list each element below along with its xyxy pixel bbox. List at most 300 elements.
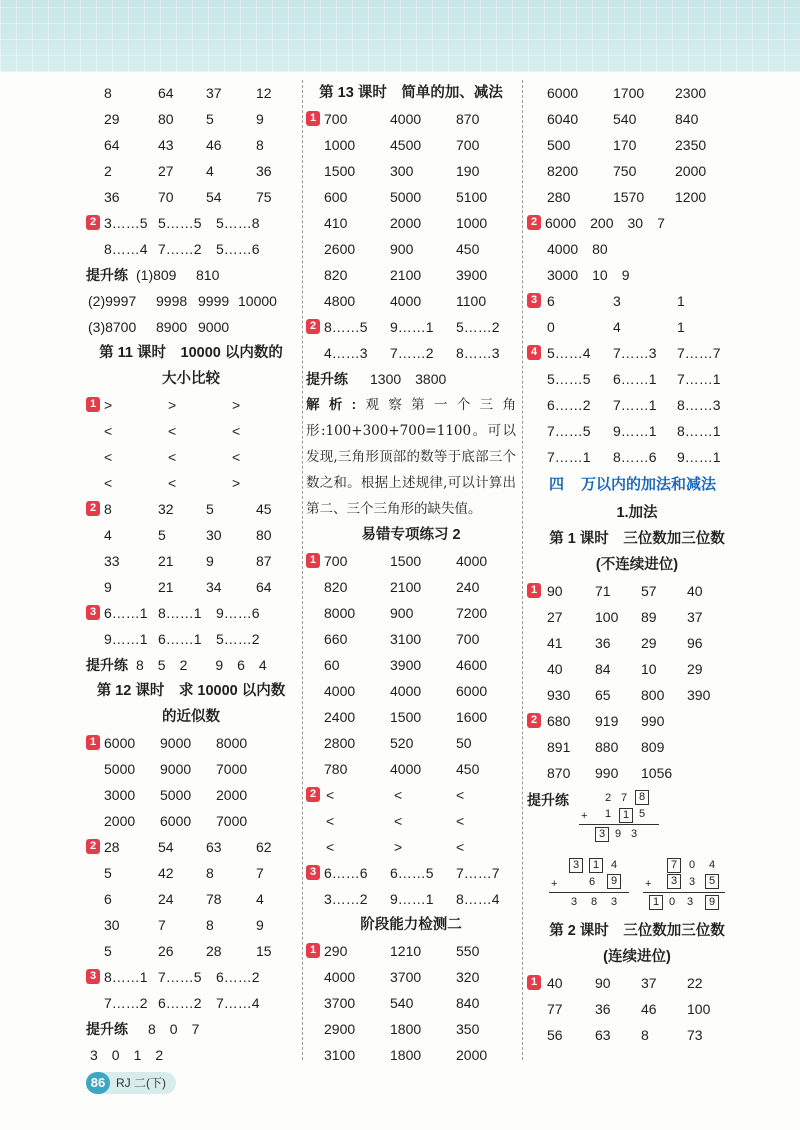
answer-value: 24 <box>158 891 174 907</box>
answer-value: 9……1 <box>104 631 148 647</box>
answer-value: 12 <box>256 85 272 101</box>
answer-value: < <box>104 475 113 491</box>
answer-row <box>86 80 296 106</box>
boxed-digit: 1 <box>649 895 663 910</box>
answer-value: 37 <box>641 975 657 991</box>
answer-value: 8……1 <box>104 969 148 985</box>
answer-row <box>527 630 747 656</box>
answer-value: 5 <box>206 501 214 517</box>
boxed-digit: 7 <box>667 858 681 873</box>
answer-row <box>527 158 747 184</box>
answer-row <box>86 522 296 548</box>
question-badge: 1 <box>306 553 320 568</box>
boxed-digit: 3 <box>569 858 583 873</box>
question-badge: 3 <box>86 605 100 620</box>
answer-value: 80 <box>256 527 272 543</box>
answer-value: 540 <box>613 111 637 127</box>
answer-value: 9……1 <box>677 449 721 465</box>
answer-value: 6000 <box>456 683 488 699</box>
answer-value: 2000 <box>456 1047 488 1063</box>
boxed-digit: 9 <box>705 895 719 910</box>
answer-value: 1570 <box>613 189 645 205</box>
answer-value: 2000 <box>390 215 422 231</box>
answer-value: 71 <box>595 583 611 599</box>
answer-value: 8……1 <box>158 605 202 621</box>
answer-row <box>86 938 296 964</box>
answer-value: 5 <box>104 943 112 959</box>
answer-value: 0 <box>669 896 676 908</box>
answer-value: 450 <box>456 761 480 777</box>
answer-value: 10000 <box>238 293 277 309</box>
answer-row <box>527 418 747 444</box>
answer-value: 46 <box>641 1001 657 1017</box>
answer-value: 8000 <box>324 605 356 621</box>
answer-value: 700 <box>324 553 348 569</box>
answer-value: 5……4 <box>547 345 591 361</box>
answer-value: 60 <box>324 657 340 673</box>
answer-value: 8……6 <box>613 449 657 465</box>
answer-value: 7……2 <box>158 241 202 257</box>
answer-value: 0 <box>547 319 555 335</box>
answer-value: 2000 <box>216 787 248 803</box>
answer-value: 8……3 <box>677 397 721 413</box>
answer-value: 3100 <box>324 1047 356 1063</box>
answer-row <box>86 470 296 496</box>
answer-row <box>86 418 296 444</box>
answer-row <box>86 912 296 938</box>
answer-row <box>527 708 747 734</box>
unit-heading <box>527 470 747 500</box>
answer-row <box>86 392 296 418</box>
answer-value: 65 <box>595 687 611 703</box>
answer-value: 8……1 <box>677 423 721 439</box>
answer-value: 810 <box>196 267 220 283</box>
answer-value: > <box>232 397 241 413</box>
answer-row <box>306 782 516 808</box>
answer-value: 8 <box>206 917 214 933</box>
answer-value: < <box>326 787 335 803</box>
answer-value: 9000 <box>198 319 230 335</box>
answer-value: 1 <box>605 808 612 820</box>
answer-value: 100 <box>687 1001 711 1017</box>
answer-value: 6……5 <box>390 865 434 881</box>
answer-value: 8 <box>104 501 112 517</box>
answer-value: + <box>645 878 652 890</box>
answer-value: 3 <box>689 876 696 888</box>
answer-value: 2600 <box>324 241 356 257</box>
answer-value: 75 <box>256 189 272 205</box>
answer-row <box>306 964 516 990</box>
answer-row <box>86 808 296 834</box>
answer-value: 680 <box>547 713 571 729</box>
page-number: 86 <box>86 1072 110 1094</box>
question-badge: 1 <box>527 583 541 598</box>
answer-value: 1000 <box>456 215 488 231</box>
answer-value: 240 <box>456 579 480 595</box>
answer-value: 900 <box>390 605 414 621</box>
answer-row <box>86 652 296 678</box>
answer-value: 8……5 <box>324 319 368 335</box>
subsection-title: 1.加法 <box>616 505 658 521</box>
answer-value: 7……2 <box>104 995 148 1011</box>
answer-value: 7……1 <box>677 371 721 387</box>
answer-row <box>306 626 516 652</box>
answer-row <box>306 236 516 262</box>
question-badge: 2 <box>86 501 100 516</box>
answer-value: 820 <box>324 267 348 283</box>
question-badge: 2 <box>306 787 320 802</box>
answer-row <box>306 366 516 392</box>
answer-value: 1700 <box>613 85 645 101</box>
answer-value: 840 <box>456 995 480 1011</box>
answer-value: 2900 <box>324 1021 356 1037</box>
answer-value: 26 <box>158 943 174 959</box>
answer-value: 21 <box>158 553 174 569</box>
answer-value: 40 <box>547 661 563 677</box>
answer-row <box>86 574 296 600</box>
answer-value: 5000 <box>390 189 422 205</box>
answer-value: < <box>326 813 335 829</box>
answer-value: 900 <box>390 241 414 257</box>
question-badge: 2 <box>306 319 320 334</box>
answer-row <box>86 288 296 314</box>
answer-value: 6……1 <box>104 605 148 621</box>
answer-row <box>306 1042 516 1068</box>
answer-value: < <box>104 449 113 465</box>
answer-value: 8900 <box>156 319 188 335</box>
header-banner <box>0 0 800 72</box>
answer-value: 3000 10 9 <box>547 267 630 283</box>
answer-value: 2 <box>104 163 112 179</box>
answer-value: 6 <box>547 293 555 309</box>
answer-value: 34 <box>206 579 222 595</box>
tisheng-label: 提升练 <box>86 1021 128 1037</box>
answer-value: 2100 <box>390 579 422 595</box>
answer-value: 5……2 <box>456 319 500 335</box>
answer-value: 4800 <box>324 293 356 309</box>
answer-value: 6 <box>104 891 112 907</box>
answer-row <box>527 604 747 630</box>
answer-row <box>527 340 747 366</box>
answer-value: < <box>232 449 241 465</box>
answer-row <box>527 444 747 470</box>
answer-row <box>306 756 516 782</box>
answer-value: 33 <box>104 553 120 569</box>
answer-value: 57 <box>641 583 657 599</box>
answer-value: 700 <box>456 631 480 647</box>
answer-value: 9 <box>256 111 264 127</box>
answer-value: 4 <box>206 163 214 179</box>
answer-value: < <box>394 813 403 829</box>
answer-row <box>86 210 296 236</box>
answer-value: 89 <box>641 609 657 625</box>
answer-value: 100 <box>595 609 619 625</box>
answer-row <box>527 236 747 262</box>
answer-row <box>86 132 296 158</box>
answer-row <box>527 262 747 288</box>
vertical-calc-1 <box>527 786 747 844</box>
answer-value: 8000 <box>216 735 248 751</box>
answer-value: 1000 <box>324 137 356 153</box>
answer-value: 9000 <box>160 735 192 751</box>
answer-value: 4 <box>104 527 112 543</box>
answer-value: 3 <box>631 828 638 840</box>
answer-value: 3900 <box>456 267 488 283</box>
answer-value: 870 <box>547 765 571 781</box>
answer-row <box>306 210 516 236</box>
answer-row <box>86 990 296 1016</box>
lesson-title: 第 11 课时 10000 以内数的 <box>99 345 283 361</box>
question-badge: 4 <box>527 345 541 360</box>
answer-value: 550 <box>456 943 480 959</box>
answer-value: 500 <box>547 137 571 153</box>
answer-value: 62 <box>256 839 272 855</box>
rows-block <box>86 80 296 210</box>
answer-value: 22 <box>687 975 703 991</box>
answer-row <box>86 600 296 626</box>
answer-value: 290 <box>324 943 348 959</box>
answer-row <box>527 734 747 760</box>
answer-value: 780 <box>324 761 348 777</box>
answer-value: 50 <box>456 735 472 751</box>
answer-value: 2800 <box>324 735 356 751</box>
answer-value: 3000 <box>104 787 136 803</box>
answer-value: 4500 <box>390 137 422 153</box>
answer-value: 6……2 <box>216 969 260 985</box>
answer-value: 1500 <box>324 163 356 179</box>
answer-value: 64 <box>104 137 120 153</box>
answer-value: 29 <box>687 661 703 677</box>
answer-value: 0 <box>689 859 696 871</box>
answer-value: 87 <box>256 553 272 569</box>
answer-value: 8 <box>256 137 264 153</box>
answer-value: 29 <box>104 111 120 127</box>
answer-value <box>579 824 659 825</box>
answer-value: 5 <box>158 527 166 543</box>
answer-value: < <box>168 423 177 439</box>
answer-value: 6……2 <box>547 397 591 413</box>
answer-row <box>527 656 747 682</box>
lesson-title: 的近似数 <box>162 709 220 725</box>
boxed-digit: 9 <box>607 874 621 889</box>
answer-value: 5……8 <box>216 215 260 231</box>
answer-row <box>306 184 516 210</box>
question-badge: 1 <box>306 943 320 958</box>
answer-value: 5 <box>104 865 112 881</box>
answer-value: 5……6 <box>216 241 260 257</box>
boxed-digit: 5 <box>705 874 719 889</box>
answer-row <box>86 1016 296 1042</box>
answer-value: 万以内的加法和减法 <box>581 476 717 493</box>
answer-row <box>306 808 516 834</box>
answer-row <box>306 600 516 626</box>
boxed-digit: 3 <box>595 827 609 842</box>
answer-value: 4 <box>613 319 621 335</box>
answer-value: 8 <box>206 865 214 881</box>
answer-row <box>527 578 747 604</box>
page-footer <box>86 1072 176 1094</box>
answer-value: 3700 <box>324 995 356 1011</box>
vertical-calc-2-3 <box>527 856 747 918</box>
answer-row <box>86 158 296 184</box>
answer-value: 410 <box>324 215 348 231</box>
answer-value: < <box>456 787 465 803</box>
answer-value: 9……1 <box>390 891 434 907</box>
answer-value: 6000 <box>160 813 192 829</box>
jiexi-paragraph: 解析:观察第一个三角形:100+300+700=1100。可以发现,三角形顶部的数等于底部三个数之和。根据上述规律,可以计算出第二、三个三角形的缺失值。 <box>306 397 517 517</box>
answer-value: 2000 <box>675 163 707 179</box>
answer-value: 5……5 <box>547 371 591 387</box>
answer-value: 1056 <box>641 765 673 781</box>
tisheng-label: 提升练 <box>86 267 128 283</box>
answer-row <box>527 106 747 132</box>
answer-row <box>527 760 747 786</box>
answer-row <box>86 496 296 522</box>
tisheng-label: 提升练 <box>527 792 569 808</box>
answer-value: 5100 <box>456 189 488 205</box>
answer-row <box>527 80 747 106</box>
answer-value: 3100 <box>390 631 422 647</box>
answer-value: 80 <box>158 111 174 127</box>
answer-value: 1500 <box>390 553 422 569</box>
answer-row <box>86 548 296 574</box>
answer-row <box>306 938 516 964</box>
answer-value: 450 <box>456 241 480 257</box>
column-divider-2 <box>522 80 523 1060</box>
answer-value: 7……5 <box>547 423 591 439</box>
answer-value: 27 <box>547 609 563 625</box>
answer-value: 6……1 <box>613 371 657 387</box>
answer-value: 4 <box>611 859 618 871</box>
question-badge: 2 <box>527 215 541 230</box>
answer-value: 4000 <box>390 761 422 777</box>
answer-value: 7……7 <box>456 865 500 881</box>
answer-value: 15 <box>256 943 272 959</box>
answer-value: 1 <box>677 319 685 335</box>
answer-row <box>306 990 516 1016</box>
answer-value: 7……7 <box>677 345 721 361</box>
answer-value: 990 <box>595 765 619 781</box>
answer-row <box>306 886 516 912</box>
answer-value: 660 <box>324 631 348 647</box>
answer-value: 1300 3800 <box>370 371 447 387</box>
column-divider-1 <box>302 80 303 1060</box>
answer-value: 7……1 <box>613 397 657 413</box>
answer-value: 28 <box>206 943 222 959</box>
answer-value: 6……2 <box>158 995 202 1011</box>
answer-value: 73 <box>687 1027 703 1043</box>
answer-value: 96 <box>687 635 703 651</box>
answer-value: 46 <box>206 137 222 153</box>
answer-row <box>306 704 516 730</box>
answer-value: 3 <box>687 896 694 908</box>
answer-row <box>306 678 516 704</box>
answer-row <box>86 730 296 756</box>
answer-value: 64 <box>158 85 174 101</box>
question-badge: 2 <box>86 215 100 230</box>
answer-row <box>527 392 747 418</box>
answer-value: 4……3 <box>324 345 368 361</box>
answer-value: 6000 <box>104 735 136 751</box>
answer-value: 1800 <box>390 1047 422 1063</box>
answer-value: 8……3 <box>456 345 500 361</box>
answer-value: 5 <box>206 111 214 127</box>
answer-value: 6000 200 30 7 <box>545 215 665 231</box>
answer-value: 9 <box>206 553 214 569</box>
boxed-digit: 1 <box>619 808 633 823</box>
answer-value: 29 <box>641 635 657 651</box>
answer-value: 7000 <box>216 813 248 829</box>
answer-value: 7000 <box>216 761 248 777</box>
answer-value: 990 <box>641 713 665 729</box>
answer-value: 700 <box>456 137 480 153</box>
answer-row <box>306 262 516 288</box>
answer-value: > <box>232 475 241 491</box>
answer-value: 30 <box>206 527 222 543</box>
answer-row <box>527 314 747 340</box>
answer-value: 9……6 <box>216 605 260 621</box>
answer-value: 7 <box>158 917 166 933</box>
answer-value: 5……5 <box>158 215 202 231</box>
answer-value: 78 <box>206 891 222 907</box>
answer-row <box>527 288 747 314</box>
answer-value: 30 <box>104 917 120 933</box>
answer-value: 300 <box>390 163 414 179</box>
answer-value: 800 <box>641 687 665 703</box>
answer-row <box>306 574 516 600</box>
answer-value: 90 <box>547 583 563 599</box>
answer-value: 6……1 <box>158 631 202 647</box>
answer-value: 7 <box>621 792 628 804</box>
answer-row <box>306 158 516 184</box>
answer-value: 4 <box>709 859 716 871</box>
answer-value: 4000 <box>390 683 422 699</box>
answer-value: 5000 <box>104 761 136 777</box>
answer-value: 21 <box>158 579 174 595</box>
answer-value: 919 <box>595 713 619 729</box>
answer-value: 1500 <box>390 709 422 725</box>
answer-value: 7……2 <box>390 345 434 361</box>
answer-value: > <box>104 397 113 413</box>
answer-value: 1200 <box>675 189 707 205</box>
boxed-digit: 3 <box>667 874 681 889</box>
answer-value: > <box>394 839 403 855</box>
answer-value: 2100 <box>390 267 422 283</box>
answer-value: 10 <box>641 661 657 677</box>
answer-value: 63 <box>206 839 222 855</box>
question-badge: 1 <box>306 111 320 126</box>
answer-value: 8200 <box>547 163 579 179</box>
answer-column-3 <box>527 80 747 1048</box>
answer-row <box>527 970 747 996</box>
boxed-digit: 8 <box>635 790 649 805</box>
answer-row <box>86 756 296 782</box>
answer-value: 8 <box>591 896 598 908</box>
answer-value: 4 <box>256 891 264 907</box>
jiexi-label: 解析: <box>306 397 357 412</box>
answer-value: 3 <box>611 896 618 908</box>
answer-row <box>527 996 747 1022</box>
answer-value: 1600 <box>456 709 488 725</box>
answer-value: 8……4 <box>104 241 148 257</box>
answer-value: 1210 <box>390 943 422 959</box>
answer-value: 40 <box>687 583 703 599</box>
answer-value: 809 <box>641 739 665 755</box>
answer-value: 54 <box>206 189 222 205</box>
answer-value: 37 <box>206 85 222 101</box>
answer-value: 2 <box>605 792 612 804</box>
answer-value: 70 <box>158 189 174 205</box>
